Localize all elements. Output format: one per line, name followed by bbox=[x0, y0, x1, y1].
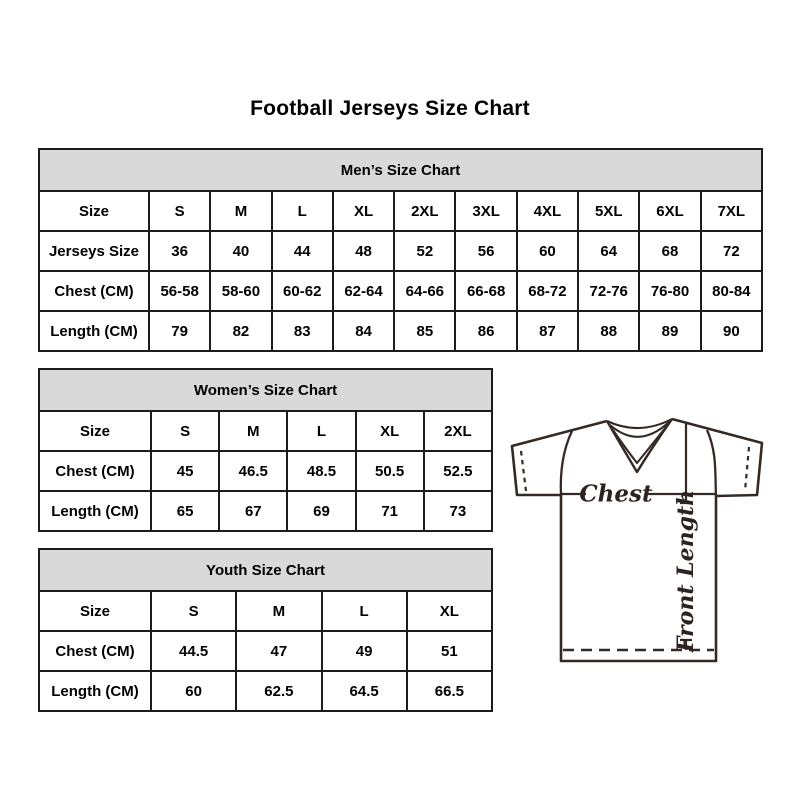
table-row bbox=[39, 631, 492, 671]
size-value-cell: XL bbox=[356, 411, 424, 451]
size-value-cell: 60 bbox=[151, 671, 236, 711]
size-value-cell: 76-80 bbox=[639, 271, 700, 311]
right-sleeve-seam bbox=[707, 430, 716, 496]
size-value-cell: 52 bbox=[394, 231, 455, 271]
left-sleeve-seam bbox=[561, 431, 572, 495]
table-row bbox=[39, 591, 492, 631]
size-value-cell: 49 bbox=[322, 631, 407, 671]
row-label: Size bbox=[39, 191, 149, 231]
size-value-cell: 46.5 bbox=[219, 451, 287, 491]
size-value-cell: 60 bbox=[517, 231, 578, 271]
size-value-cell: 44 bbox=[272, 231, 333, 271]
table-row bbox=[39, 491, 492, 531]
size-value-cell: S bbox=[151, 591, 236, 631]
front-length-label: Front Length bbox=[673, 489, 699, 653]
size-value-cell: 89 bbox=[639, 311, 700, 351]
size-value-cell: 6XL bbox=[639, 191, 700, 231]
size-value-cell: 4XL bbox=[517, 191, 578, 231]
size-value-cell: 87 bbox=[517, 311, 578, 351]
size-value-cell: L bbox=[272, 191, 333, 231]
size-value-cell: M bbox=[210, 191, 271, 231]
row-label: Size bbox=[39, 411, 151, 451]
size-value-cell: 73 bbox=[424, 491, 492, 531]
size-value-cell: 56-58 bbox=[149, 271, 210, 311]
size-value-cell: L bbox=[322, 591, 407, 631]
size-value-cell: 48 bbox=[333, 231, 394, 271]
size-value-cell: 64-66 bbox=[394, 271, 455, 311]
size-value-cell: M bbox=[236, 591, 321, 631]
size-value-cell: 40 bbox=[210, 231, 271, 271]
size-value-cell: 2XL bbox=[424, 411, 492, 451]
table-row bbox=[39, 311, 762, 351]
right-cuff-dashed-line bbox=[745, 447, 749, 491]
table-title-row bbox=[39, 149, 762, 191]
table-title: Women’s Size Chart bbox=[39, 369, 492, 411]
size-value-cell: 7XL bbox=[701, 191, 762, 231]
size-value-cell: 36 bbox=[149, 231, 210, 271]
size-value-cell: 67 bbox=[219, 491, 287, 531]
size-value-cell: 62-64 bbox=[333, 271, 394, 311]
mens-size-table bbox=[38, 148, 763, 352]
table-title: Men’s Size Chart bbox=[39, 149, 762, 191]
page-title: Football Jerseys Size Chart bbox=[250, 97, 530, 120]
size-value-cell: 66-68 bbox=[455, 271, 516, 311]
size-value-cell: 52.5 bbox=[424, 451, 492, 491]
row-label: Length (CM) bbox=[39, 671, 151, 711]
table-row bbox=[39, 191, 762, 231]
size-value-cell: 2XL bbox=[394, 191, 455, 231]
table-title-row bbox=[39, 369, 492, 411]
table-title-row bbox=[39, 549, 492, 591]
size-value-cell: L bbox=[287, 411, 355, 451]
size-value-cell: XL bbox=[333, 191, 394, 231]
size-value-cell: 50.5 bbox=[356, 451, 424, 491]
size-value-cell: M bbox=[219, 411, 287, 451]
size-value-cell: 72-76 bbox=[578, 271, 639, 311]
table-title: Youth Size Chart bbox=[39, 549, 492, 591]
womens-size-table bbox=[38, 368, 493, 532]
row-label: Chest (CM) bbox=[39, 271, 149, 311]
size-value-cell: 64.5 bbox=[322, 671, 407, 711]
size-value-cell: 58-60 bbox=[210, 271, 271, 311]
size-value-cell: 48.5 bbox=[287, 451, 355, 491]
table-row bbox=[39, 411, 492, 451]
size-value-cell: 66.5 bbox=[407, 671, 492, 711]
size-value-cell: 80-84 bbox=[701, 271, 762, 311]
youth-size-table bbox=[38, 548, 493, 712]
size-value-cell: 84 bbox=[333, 311, 394, 351]
size-value-cell: 60-62 bbox=[272, 271, 333, 311]
size-value-cell: 62.5 bbox=[236, 671, 321, 711]
table-row bbox=[39, 231, 762, 271]
size-value-cell: 5XL bbox=[578, 191, 639, 231]
size-value-cell: 64 bbox=[578, 231, 639, 271]
size-value-cell: 51 bbox=[407, 631, 492, 671]
size-value-cell: 45 bbox=[151, 451, 219, 491]
size-value-cell: 90 bbox=[701, 311, 762, 351]
jersey-diagram bbox=[495, 395, 785, 675]
size-value-cell: 82 bbox=[210, 311, 271, 351]
size-value-cell: 65 bbox=[151, 491, 219, 531]
size-value-cell: 86 bbox=[455, 311, 516, 351]
size-value-cell: 56 bbox=[455, 231, 516, 271]
size-value-cell: XL bbox=[407, 591, 492, 631]
size-value-cell: 68 bbox=[639, 231, 700, 271]
table-row bbox=[39, 451, 492, 491]
left-cuff-dashed-line bbox=[521, 451, 526, 491]
size-value-cell: 85 bbox=[394, 311, 455, 351]
jersey-outline bbox=[512, 419, 762, 661]
row-label: Jerseys Size bbox=[39, 231, 149, 271]
chest-label: Chest bbox=[579, 480, 653, 508]
size-value-cell: S bbox=[151, 411, 219, 451]
size-value-cell: 79 bbox=[149, 311, 210, 351]
size-value-cell: 83 bbox=[272, 311, 333, 351]
size-value-cell: 71 bbox=[356, 491, 424, 531]
row-label: Length (CM) bbox=[39, 311, 149, 351]
size-value-cell: 88 bbox=[578, 311, 639, 351]
size-value-cell: 3XL bbox=[455, 191, 516, 231]
size-value-cell: 69 bbox=[287, 491, 355, 531]
size-value-cell: 72 bbox=[701, 231, 762, 271]
row-label: Chest (CM) bbox=[39, 451, 151, 491]
size-value-cell: 44.5 bbox=[151, 631, 236, 671]
row-label: Length (CM) bbox=[39, 491, 151, 531]
row-label: Chest (CM) bbox=[39, 631, 151, 671]
size-value-cell: 47 bbox=[236, 631, 321, 671]
size-value-cell: 68-72 bbox=[517, 271, 578, 311]
table-row bbox=[39, 271, 762, 311]
table-row bbox=[39, 671, 492, 711]
row-label: Size bbox=[39, 591, 151, 631]
size-value-cell: S bbox=[149, 191, 210, 231]
